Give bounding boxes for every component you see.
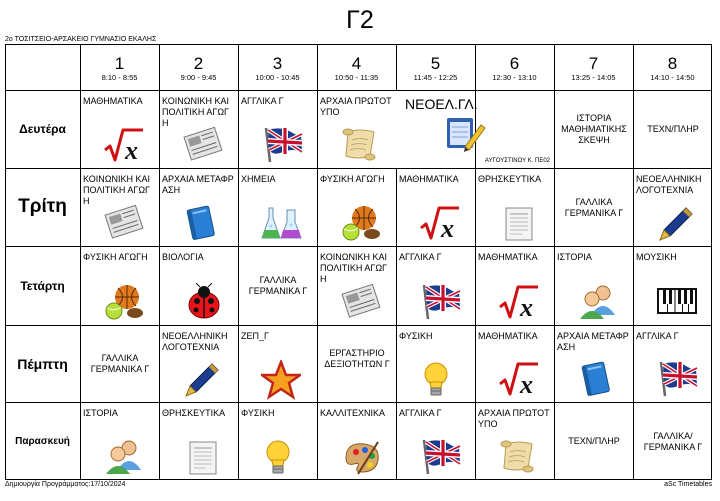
lesson-subject: ΓΑΛΛΙΚΑ ΓΕΡΜΑΝΙΚΑ Γ [564,196,624,218]
lesson-subject: ΓΑΛΛΙΚΑ ΓΕΡΜΑΝΙΚΑ Γ [248,275,308,296]
svg-text:x: x [520,370,533,398]
lesson-subject: ΑΓΓΛΙΚΑ Γ [241,96,284,106]
lesson-cell[interactable] [81,403,159,480]
lesson-cell[interactable] [239,91,317,168]
notepad-icon [441,113,487,160]
lesson-cell[interactable] [397,326,475,402]
lesson-cell[interactable] [476,403,554,480]
lesson-cell[interactable] [239,326,317,402]
lesson-subject: ΤΕΧΝ/ΠΛΗΡ [568,436,620,446]
piano-icon [656,283,698,322]
period-header [317,45,396,90]
lesson-subject: ΧΗΜΕΙΑ [241,174,276,184]
book-icon [577,360,615,402]
svg-text:x: x [125,136,138,164]
lesson-cell[interactable] [555,326,633,402]
lesson-subject: ΑΓΓΛΙΚΑ Γ [399,252,442,262]
document-icon [182,438,224,480]
lesson-subject: ΦΥΣΙΚΗ ΑΓΩΓΗ [83,252,148,262]
period-time: 11:45 - 12:25 [413,73,458,82]
lesson-cell[interactable] [239,169,317,246]
period-time: 10:50 - 11:35 [334,73,379,82]
period-header [80,45,159,90]
newspaper-icon [182,126,224,168]
day-label: Δευτέρα [19,122,66,136]
people-icon [577,283,619,325]
timetable-grid [5,44,712,480]
lesson-subject: ΚΟΙΝΩΝΙΚΗ ΚΑΙ ΠΟΛΙΤΙΚΗ ΑΓΩΓΗ [320,252,387,284]
lesson-subject: ΙΣΤΟΡΙΑ [557,252,592,262]
software-credit: aSc Timetables [664,481,712,488]
people-icon [103,438,145,480]
period-time: 8:10 - 8:55 [101,73,138,82]
lesson-subject: ΘΡΗΣΚΕΥΤΙΚΑ [478,174,542,184]
balls-icon [103,283,147,325]
lesson-cell[interactable] [160,91,238,168]
lesson-cell[interactable] [555,247,633,325]
lesson-subject: ΝΕΟΕΛΛΗΝΙΚΗ ΛΟΓΟΤΕΧΝΙΑ [162,331,228,352]
lesson-subject: ΓΑΛΛΙΚΑ/ ΓΕΡΜΑΝΙΚΑ Γ [643,430,703,452]
lesson-cell[interactable] [634,169,712,246]
lesson-subject: ΚΑΛΛΙΤΕΧΝΙΚΑ [320,408,386,418]
lesson-subject: ΦΥΣΙΚΗ [241,408,275,418]
lesson-teacher: ΑΥΓΟΥΣΤΙΝΟΥ Κ. ΠΕ02 [484,158,550,164]
lesson-subject: ΑΡΧΑΙΑ ΜΕΤΑΦΡΑΣΗ [162,174,234,195]
lesson-cell[interactable] [397,403,475,480]
lesson-cell[interactable] [397,247,475,325]
lesson-subject: ΖΕΠ_Γ [241,331,269,341]
period-time: 12:30 - 13:10 [492,73,537,82]
period-time: 10:00 - 10:45 [255,73,300,82]
lightbulb-icon [419,360,453,402]
school-name: 2ο ΤΟΣΙΤΣΕΙΟ-ΑΡΣΑΚΕΙΟ ΓΥΜΝΑΣΙΟ ΕΚΑΛΗΣ [5,36,157,43]
period-header [238,45,317,90]
period-number: 1 [114,54,125,73]
uk-flag-icon [419,438,463,480]
lesson-cell[interactable] [397,169,475,246]
lesson-subject: ΕΡΓΑΣΤΗΡΙΟ ΔΕΞΙΟΤΗΤΩΝ Γ [324,347,390,369]
pen-icon [182,360,222,402]
sqrt-x-icon [498,360,540,402]
lesson-cell[interactable] [318,169,396,246]
period-time: 14:10 - 14:50 [650,73,695,82]
period-header [475,45,554,90]
day-label: Πέμπτη [17,355,68,372]
period-header [396,45,475,90]
lesson-subject: ΤΕΧΝ/ΠΛΗΡ [647,124,699,134]
day-label: Παρασκευή [15,435,70,447]
page-title: Γ2 [346,6,374,34]
lesson-cell[interactable] [555,403,633,480]
lesson-cell[interactable] [160,326,238,402]
period-number: 7 [588,54,599,73]
balls-icon [340,204,384,246]
newspaper-icon [340,283,382,325]
lesson-cell[interactable] [81,326,159,402]
created-date: Δημιουργία Προγράμματος:17/10/2024 [5,481,126,488]
period-time: 9:00 - 9:45 [180,73,217,82]
lesson-cell[interactable] [634,326,712,402]
lesson-subject: ΚΟΙΝΩΝΙΚΗ ΚΑΙ ΠΟΛΙΤΙΚΗ ΑΓΩΓΗ [83,174,150,206]
uk-flag-icon [419,283,463,325]
newspaper-icon [103,204,145,246]
lesson-subject: ΦΥΣΙΚΗ [399,331,433,341]
period-number: 8 [667,54,678,73]
sqrt-x-icon [419,204,461,246]
lesson-subject: ΜΑΘΗΜΑΤΙΚΑ [478,252,538,262]
lesson-subject: ΙΣΤΟΡΙΑ ΜΑΘΗΜΑΤΙΚΗΣ ΣΚΕΨΗ [561,113,627,145]
flasks-icon [261,204,303,245]
lesson-subject: ΜΟΥΣΙΚΗ [636,252,677,262]
lesson-subject: ΒΙΟΛΟΓΙΑ [162,252,204,262]
uk-flag-icon [261,126,305,168]
lesson-cell[interactable] [160,403,238,480]
scroll-icon [340,126,380,168]
period-number: 4 [351,54,362,73]
svg-text:x: x [520,293,533,321]
lesson-subject: ΑΡΧΑΙΑ ΠΡΩΤΟΤΥΠΟ [320,96,392,117]
lesson-cell[interactable] [476,326,554,402]
lesson-subject: ΝΕΟΕΛ.ΓΛ. [405,96,478,112]
lesson-cell[interactable] [555,169,633,246]
svg-text:x: x [441,214,454,242]
scroll-icon [498,438,538,480]
lesson-subject: ΑΓΓΛΙΚΑ Γ [636,331,679,341]
period-number: 5 [430,54,441,73]
lesson-subject: ΓΑΛΛΙΚΑ ΓΕΡΜΑΝΙΚΑ Γ [90,353,150,374]
lesson-subject: ΚΟΙΝΩΝΙΚΗ ΚΑΙ ΠΟΛΙΤΙΚΗ ΑΓΩΓΗ [162,96,229,128]
lesson-cell[interactable] [239,403,317,480]
lesson-cell[interactable] [81,91,159,168]
day-label: Τετάρτη [20,278,65,293]
lesson-subject: ΝΕΟΕΛΛΗΝΙΚΗ ΛΟΓΟΤΕΧΝΙΑ [636,174,702,195]
lesson-subject: ΜΑΘΗΜΑΤΙΚΑ [83,96,143,106]
period-header [159,45,238,90]
pen-icon [656,204,696,246]
lesson-cell[interactable] [476,247,554,325]
period-number: 3 [272,54,283,73]
period-header [554,45,633,90]
period-number: 2 [193,54,204,73]
sqrt-x-icon [498,283,540,325]
lesson-cell[interactable] [634,247,712,325]
lesson-subject: ΘΡΗΣΚΕΥΤΙΚΑ [162,408,226,418]
lesson-subject: ΦΥΣΙΚΗ ΑΓΩΓΗ [320,174,385,184]
lesson-subject: ΜΑΘΗΜΑΤΙΚΑ [478,331,538,341]
lesson-cell[interactable] [476,169,554,246]
lesson-cell[interactable] [318,247,396,325]
lesson-cell[interactable] [160,247,238,325]
lesson-cell[interactable] [555,91,633,168]
lesson-subject: ΑΓΓΛΙΚΑ Γ [399,408,442,418]
lesson-cell[interactable] [160,169,238,246]
lesson-cell[interactable] [634,91,712,168]
lesson-subject: ΜΑΘΗΜΑΤΙΚΑ [399,174,459,184]
sqrt-x-icon [103,126,145,168]
lesson-cell[interactable] [239,247,317,325]
ladybug-icon [182,283,226,325]
lesson-cell[interactable] [318,403,396,480]
lesson-cell[interactable] [318,91,396,168]
lightbulb-icon [261,438,295,480]
palette-icon [340,438,382,480]
period-number: 6 [509,54,520,73]
uk-flag-icon [656,360,700,402]
lesson-subject: ΙΣΤΟΡΙΑ [83,408,118,418]
lesson-subject: ΑΡΧΑΙΑ ΜΕΤΑΦΡΑΣΗ [557,331,629,352]
document-icon [498,204,540,246]
lesson-cell[interactable] [81,169,159,246]
book-icon [182,204,220,246]
lesson-subject: ΑΡΧΑΙΑ ΠΡΩΤΟΤΥΠΟ [478,408,550,429]
star-icon [261,360,301,402]
period-time: 13:25 - 14:05 [571,73,616,82]
lesson-cell[interactable] [81,247,159,325]
lesson-cell[interactable] [397,91,554,168]
lesson-cell[interactable] [634,403,712,480]
period-header [633,45,712,90]
lesson-cell[interactable] [318,326,396,402]
day-label: Τρίτη [18,196,67,217]
